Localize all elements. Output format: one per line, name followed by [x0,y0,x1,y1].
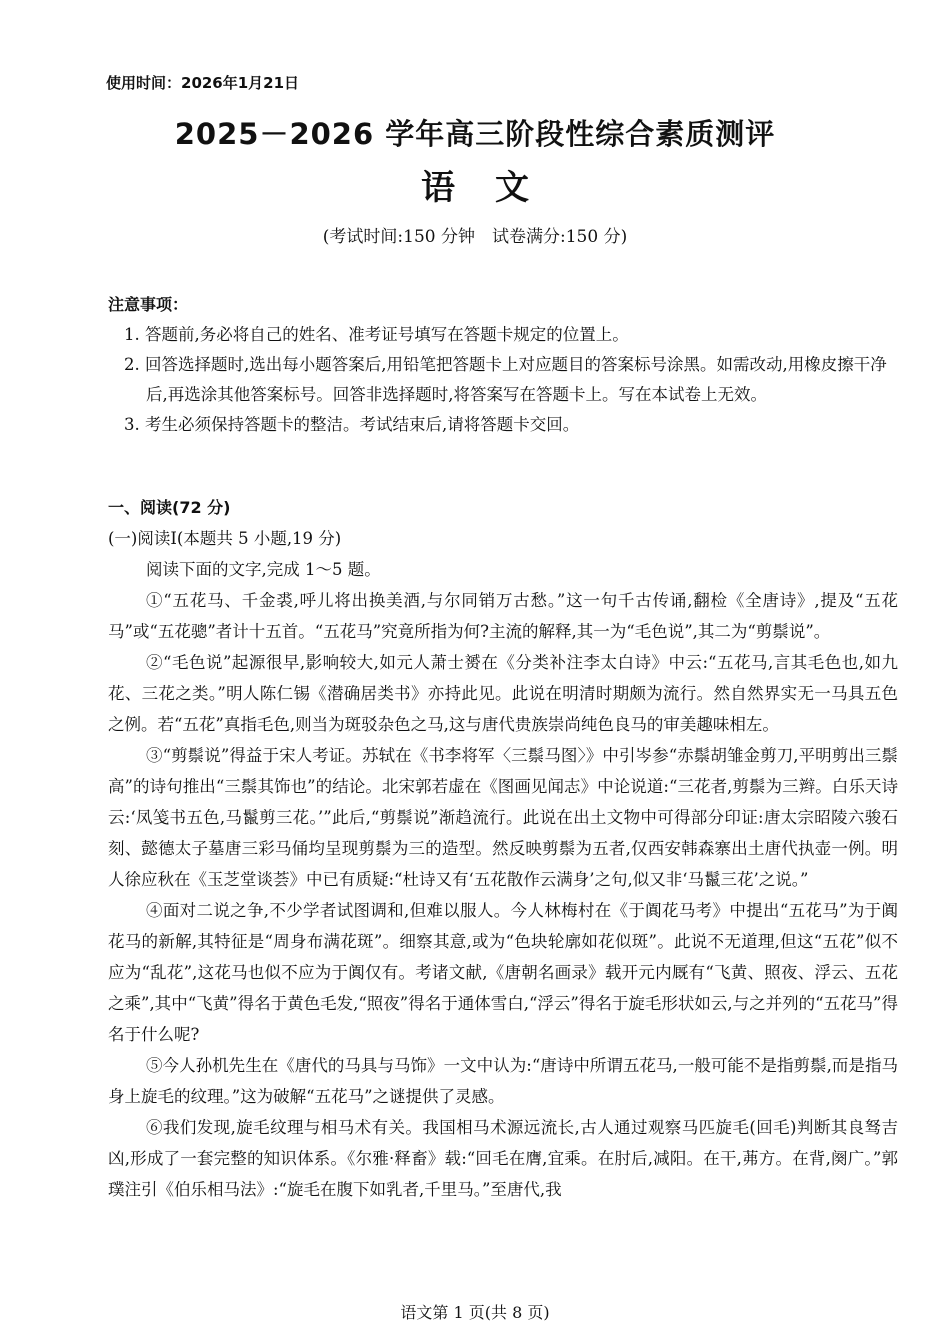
notice-item-1: 1. 答题前,务必将自己的姓名、准考证号填写在答题卡规定的位置上。 [124,325,629,344]
exam-info: (考试时间:150 分钟 试卷满分:150 分) [322,227,628,247]
paragraph-3: ③“剪鬃说”得益于宋人考证。苏轼在《书李将军〈三鬃马图〉》中引岑参“赤鬃胡雏金剪刀,平明剪出三鬃高”的诗句推出“三鬃其饰也”的结论。北宋郭若虚在《图画见闻志》中论说道:“三花者,剪鬃为三辫。白乐天诗云:‘凤笺书五色,马鬣剪三花。’”此后,“剪鬃说”渐趋流行。此说在出土文物中可得部分印证:唐太宗昭陵六骏石刻、懿德太子墓唐三彩马俑均呈现剪鬃为三的造型。然反映剪鬃为五者,仅西安韩森寨出土唐代执壶一例。明人徐应秋在《玉芝堂谈荟》中已有质疑:“杜诗又有‘五花散作云满身’之句,似又非‘马鬣三花’之说。” [108,746,898,889]
paragraph-1: ①“五花马、千金裘,呼儿将出换美酒,与尔同销万古愁。”这一句千古传诵,翻检《全唐诗》,提及“五花马”或“五花骢”者计十五首。“五花马”究竟所指为何?主流的解释,其一为“毛色说”,其二为“剪鬃说”。 [108,591,898,641]
reading-section [108,492,898,1205]
exam-title: 2025－2026 学年高三阶段性综合素质测评 [174,117,776,151]
page-footer: 语文第 1 页(共 8 页) [400,1303,550,1322]
notice-title: 注意事项： [108,295,189,314]
notice-item-3: 3. 考生必须保持答题卡的整洁。考试结束后,请将答题卡交回。 [124,415,580,434]
paragraph-2: ②“毛色说”起源很早,影响较大,如元人萧士赟在《分类补注李太白诗》中云:“五花马,言其毛色也,如九花、三花之类。”明人陈仁锡《潜确居类书》亦持此见。此说在明清时期颇为流行。然自然界实无一马具五色之例。若“五花”真指毛色,则当为斑驳杂色之马,这与唐代贵族崇尚纯色良马的审美趣味相左。 [108,653,898,734]
notice-block [108,290,894,440]
section-instruction: 阅读下面的文字,完成 1～5 题。 [146,560,381,579]
paragraph-5: ⑤今人孙机先生在《唐代的马具与马饰》一文中认为:“唐诗中所谓五花马,一般可能不是指剪鬃,而是指马身上旋毛的纹理。”这为破解“五花马”之谜提供了灵感。 [108,1056,898,1106]
paragraph-6: ⑥我们发现,旋毛纹理与相马术有关。我国相马术源远流长,古人通过观察马匹旋毛(回毛)判断其良驽吉凶,形成了一套完整的知识体系。《尔雅·释畜》载:“回毛在膺,宜乘。在肘后,减阳。在干,茀方。在背,阕广。”郭璞注引《伯乐相马法》:“旋毛在腹下如乳者,千里马。”至唐代,我 [108,1118,898,1199]
notice-item-2: 2. 回答选择题时,选出每小题答案后,用铅笔把答题卡上对应题目的答案标号涂黑。如需改动,用橡皮擦干净后,再选涂其他答案标号。回答非选择题时,将答案写在答题卡上。写在本试卷上无效。 [124,355,887,404]
paragraph-4: ④面对二说之争,不少学者试图调和,但难以服人。今人林梅村在《于阗花马考》中提出“五花马”为于阗花马的新解,其特征是“周身布满花斑”。细察其意,或为“色块轮廓如花似斑”。此说不无道理,但这“五花”似不应为“乱花”,这花马也似不应为于阗仅有。考诸文献,《唐朝名画录》载开元内厩有“飞黄、照夜、浮云、五花之乘”,其中“飞黄”得名于黄色毛发,“照夜”得名于通体雪白,“浮云”得名于旋毛形状如云,与之并列的“五花马”得名于什么呢? [108,901,898,1044]
use-time: 使用时间：2026年1月21日 [106,74,300,92]
section-title: 一、阅读(72 分) [108,498,231,517]
subject-title: 语文 [421,168,569,208]
section-subtitle: (一)阅读Ⅰ(本题共 5 小题,19 分) [108,529,342,548]
